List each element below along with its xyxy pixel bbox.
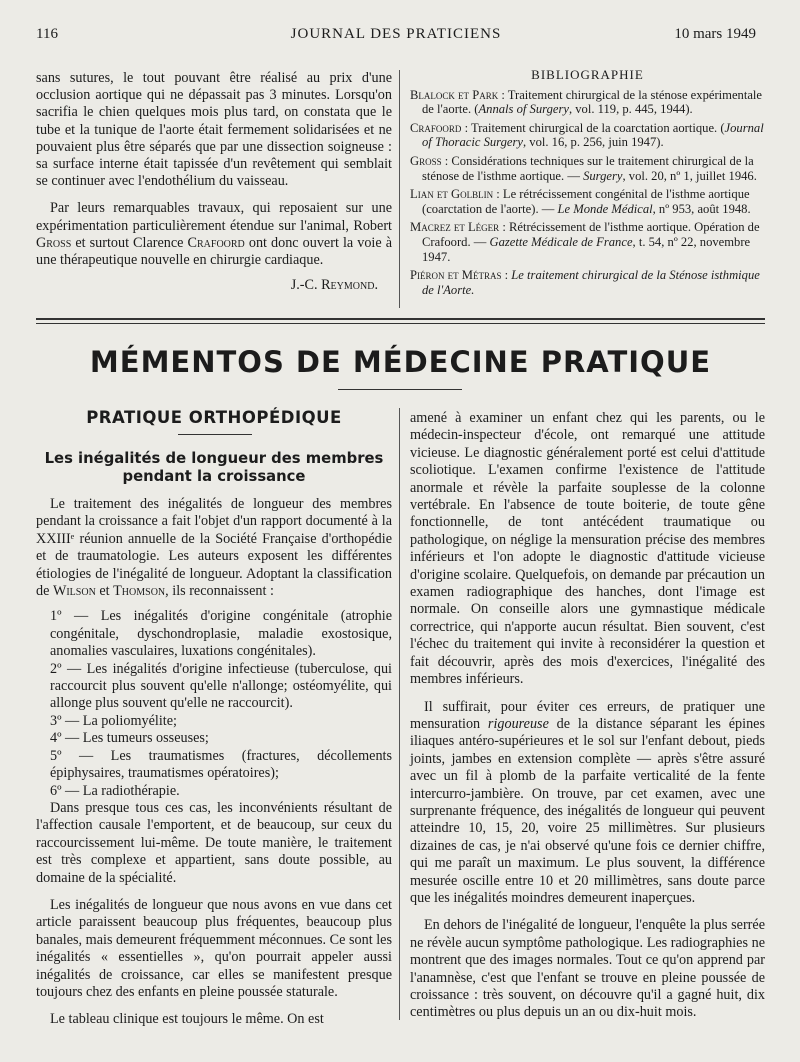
reference: Macrez et Léger : Rétrécissement de l'isthme aortique. Opération de Crafoord. — Gazette Médicale de France, t. 54, nº 22, novembre 1947. xyxy=(410,220,760,264)
author-name: Crafoord xyxy=(187,234,245,251)
reference: Piéron et Métras : Le traitement chirurgical de la Sténose isthmique de l'Aorte. xyxy=(410,268,760,297)
main-title: MÉMENTOS DE MÉDECINE PRATIQUE xyxy=(89,345,712,379)
article-title: Les inégalités de longueur des membres pendant la croissance xyxy=(44,450,384,485)
section-separator xyxy=(36,323,765,324)
column-divider xyxy=(399,70,400,308)
list-item: 4º — Les tumeurs osseuses; xyxy=(50,730,209,747)
page-number: 116 xyxy=(36,26,58,42)
list-item: 3º — La poliomyélite; xyxy=(50,712,177,729)
section-title: PRATIQUE ORTHOPÉDIQUE xyxy=(86,408,342,427)
paragraph: En dehors de l'inégalité de longueur, l'enquête la plus serrée ne révèle aucun symptôme pathologique. Les radiographies ne montrent que des images normales. Tout ce qu'on apprend par l'anamnèse, c'est que l'enfant se trouve en pleine poussée de croissance : très souvent, on découvre qu'il a gagné huit, dix centimètres ou plus depuis un an ou dix-huit mois. xyxy=(410,917,765,1021)
list-item: 1º — Les inégalités d'origine congénitale (atrophie congénitale, dyschondroplasie, maladie exostosique, anomalies vasculaires, luxations congénitales). xyxy=(50,608,392,660)
reference: Lian et Golblin : Le rétrécissement congénital de l'isthme aortique (coarctation de l'aorte). — Le Monde Médical, nº 953, août 1948. xyxy=(410,187,751,216)
running-header xyxy=(36,26,756,44)
paragraph: Les inégalités de longueur que nous avons en vue dans cet article paraissent beaucoup plus fréquentes, beaucoup plus banales, mais demeurent fréquemment méconnues. Ce sont les inégalités « essentielles », qu'on pourrait appeler aussi inégalités de croissance, car elles se manifestent presque toujours chez des enfants en pleine poussée staturale. xyxy=(36,896,392,1000)
previous-article-ending xyxy=(36,70,392,294)
bibliography xyxy=(410,68,765,301)
column-divider xyxy=(399,408,400,1020)
reference: Crafoord : Traitement chirurgical de la coarctation aortique. (Journal of Thoracic Surgery, vol. 16, p. 256, juin 1947). xyxy=(410,120,764,150)
author-name: Gross xyxy=(36,234,72,251)
article-left-column xyxy=(36,496,392,1029)
journal-title: JOURNAL DES PRATICIENS xyxy=(290,26,502,42)
list-item: 6º — La radiothérapie. xyxy=(50,782,180,799)
issue-date: 10 mars 1949 xyxy=(674,26,756,42)
article-right-column xyxy=(410,410,765,1022)
paragraph: Le tableau clinique est toujours le même. On est xyxy=(50,1011,324,1028)
bibliography-heading: BIBLIOGRAPHIE xyxy=(531,67,644,82)
reference: Blalock et Park : Traitement chirurgical de la sténose expérimentale de l'aorte. (Annals of Surgery, vol. 119, p. 445, 1944). xyxy=(410,87,763,117)
paragraph: Le traitement des inégalités de longueur des membres pendant la croissance a fait l'objet d'un rapport documenté à la XXIIIᵉ réunion annuelle de la Société Française d'orthopédie et de traumatologie. Les auteurs exposent les différentes étiologies de l'inégalité de longueur. Adoptant la classification de Wilson et Thomson, ils reconnaissent : xyxy=(36,496,392,600)
list-item: 2º — Les inégalités d'origine infectieuse (tuberculose, qui raccourcit plus souvent qu'elle n'allonge; ostéomyélite, qui allonge plus souvent qu'elle ne raccourcit). xyxy=(50,660,392,712)
signature: J.-C. Reymond. xyxy=(290,277,378,294)
title-underline xyxy=(338,389,462,390)
paragraph: Par leurs remarquables travaux, qui reposaient sur une expérimentation particulièrement étendue sur l'animal, Robert Gross et surtout Clarence Crafoord ont donc ouvert la voie à une thérapeutique nouvelle en chirurgie cardiaque. xyxy=(36,200,393,269)
list-item: 5º — Les traumatismes (fractures, décollements épiphysaires, traumatismes opératoires); xyxy=(50,747,392,782)
paragraph: sans sutures, le tout pouvant être réalisé au prix d'une occlusion aortique qui ne dépassait pas 3 minutes. Lorsqu'on sacrifia le chien quelques mois plus tard, on constata que le tube et la tunique de l'aorte était fermement solidarisées et ne pouvaient plus être séparés que par une dissection soigneuse : sa surface interne était tapissée d'un revêtement qui semblait se continuer avec l'endothélium du vaisseau. xyxy=(36,70,392,190)
paragraph: amené à examiner un enfant chez qui les parents, ou le médecin-inspecteur d'école, ont remarqué une attitude vicieuse. Le diagnostic généralement porté est celui d'attitude scoliotique. L'examen confirme l'existence de l'attitude anormale et révèle la parfaite souplesse de la colonne vertébrale. En l'absence de toute boiterie, de toute gêne fonctionnelle, de tont antécédent traumatique ou pathologique, on néglige la mensuration précise des membres inférieurs et l'on adopte le diagnostic d'attitude vicieuse d'origine scolaire. Quelquefois, on demande par précaution un examen radiographique des hanches, dont l'image est normale. On conseille alors une gymnastique médicale correctrice, qui n'apporte aucun résultat. Bien souvent, c'est l'échec du traitement qui invite à reconsidérer la question et fait découvrir, après des mois d'exercices, l'inégalité des membres inférieurs. xyxy=(410,410,765,688)
section-separator xyxy=(36,318,765,320)
author-name: Thomson xyxy=(113,583,166,600)
reference: Gross : Considérations techniques sur le traitement chirurgical de la sténose de l'isthme aortique. — Surgery, vol. 20, nº 1, juillet 1946. xyxy=(410,153,757,183)
paragraph: Dans presque tous ces cas, les inconvénients résultant de l'affection causale l'emportent, et de beaucoup, sur ceux du raccourcissement lui-même. De toute manière, le traitement est très complexe et appartient, sans doute possible, au domaine de la spécialité. xyxy=(36,799,392,886)
section-underline xyxy=(178,434,252,435)
author-name: Wilson xyxy=(52,583,96,600)
paragraph: Il suffirait, pour éviter ces erreurs, de pratiquer une mensuration rigoureuse de la distance séparant les épines iliaques antéro-supérieures et le sol sur l'enfant debout, pieds joints, jambes en extension complète — après s'être assuré avec un fil à plomb de la parfaite verticalité de la fente intercurro-jambière. On trouve, par cet examen, avec une surprenante fréquence, des inégalités de longueur qui peuvent atteindre 10, 15, 20, voire 25 millimètres. Sur plusieurs dizaines de cas, je n'ai observé qu'une fois ce dernier chiffre, qui me paraît un maximum. Le plus souvent, la différence mesurée oscille entre 10 et 20 millimètres, sans doute parce que les inégalités moindres demeurent inaperçues. xyxy=(410,698,765,906)
